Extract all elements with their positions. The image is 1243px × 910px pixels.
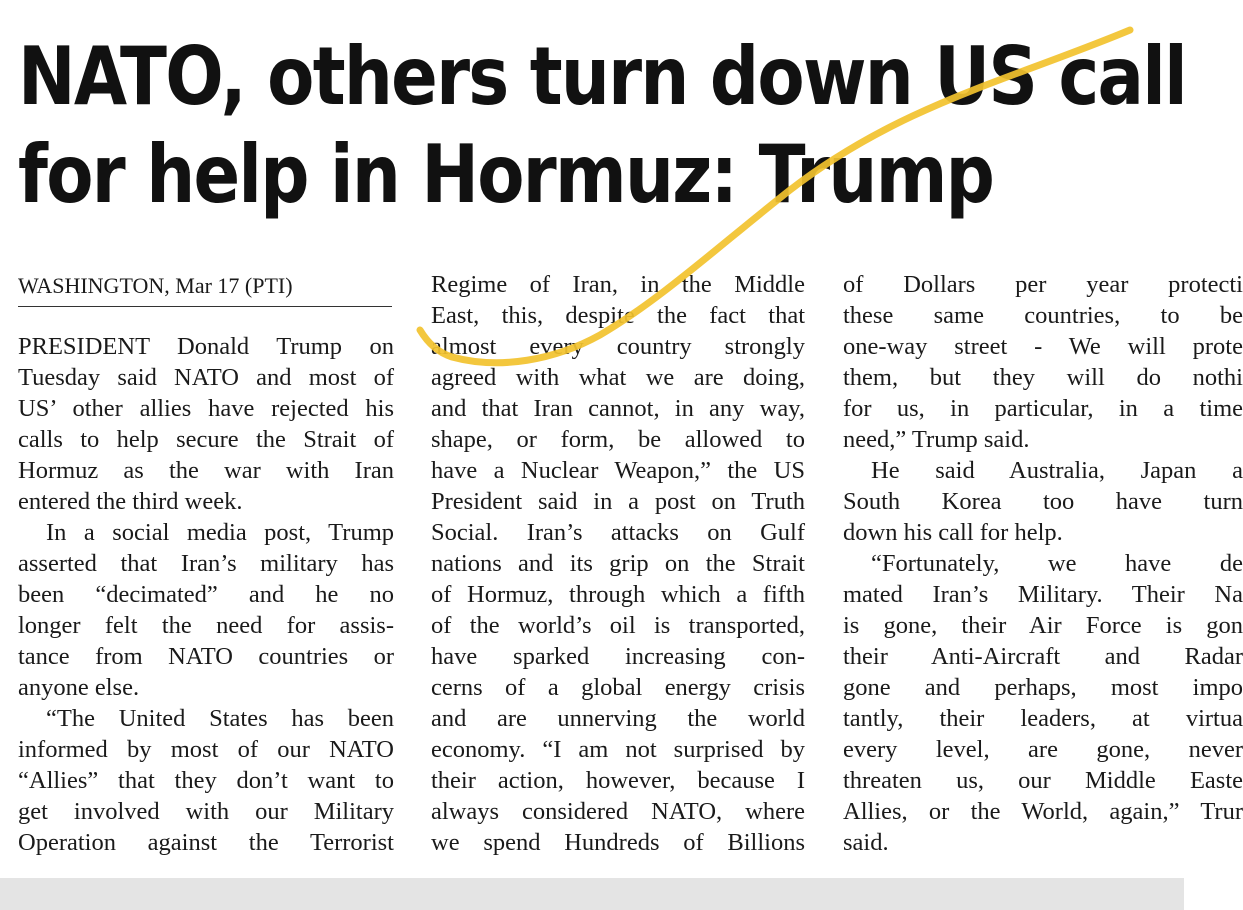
column3-line: one-way street - We will prote xyxy=(843,333,1243,360)
column1-line: calls to help secure the Strait of xyxy=(18,426,394,453)
column2-line: have sparked increasing con- xyxy=(431,643,805,670)
column2-line: always considered NATO, where xyxy=(431,798,805,825)
column1-line: Hormuz as the war with Iran xyxy=(18,457,394,484)
column3-line: need,” Trump said. xyxy=(843,426,1030,453)
column2-line: President said in a post on Truth xyxy=(431,488,805,515)
headline-line-2: for help in Hormuz: Trump xyxy=(18,128,994,221)
column2-line: their action, however, because I xyxy=(431,767,805,794)
column2-line: and are unnerving the world xyxy=(431,705,805,732)
column2-line: of the world’s oil is transported, xyxy=(431,612,805,639)
column1-line: been “decimated” and he no xyxy=(18,581,394,608)
column3-line: gone and perhaps, most impo xyxy=(843,674,1243,701)
column3-line: their Anti-Aircraft and Radar xyxy=(843,643,1243,670)
column2-line: economy. “I am not surprised by xyxy=(431,736,805,763)
column1-line: Tuesday said NATO and most of xyxy=(18,364,394,391)
column2-line: shape, or form, be allowed to xyxy=(431,426,805,453)
column1-line: informed by most of our NATO xyxy=(18,736,394,763)
article-column-1 xyxy=(18,331,394,858)
column2-line: have a Nuclear Weapon,” the US xyxy=(431,457,805,484)
column1-line: PRESIDENT Donald Trump on xyxy=(18,333,394,360)
article-column-3-cropped xyxy=(843,260,1243,870)
column2-line: Social. Iran’s attacks on Gulf xyxy=(431,519,805,546)
column3-line: mated Iran’s Military. Their Na xyxy=(843,581,1243,608)
column3-line: down his call for help. xyxy=(843,519,1063,546)
article-column-3 xyxy=(843,269,1243,858)
column2-line: almost every country strongly xyxy=(431,333,805,360)
column3-line: for us, in particular, in a time xyxy=(843,395,1243,422)
column2-line: and that Iran cannot, in any way, xyxy=(431,395,805,422)
column1-line: asserted that Iran’s military has xyxy=(18,550,394,577)
column2-line: cerns of a global energy crisis xyxy=(431,674,805,701)
article-column-2 xyxy=(431,269,805,858)
column3-line: these same countries, to be xyxy=(843,302,1243,329)
column3-line: said. xyxy=(843,829,889,856)
column2-line: agreed with what we are doing, xyxy=(431,364,805,391)
column1-line: entered the third week. xyxy=(18,488,243,515)
dateline: WASHINGTON, Mar 17 (PTI) xyxy=(18,272,392,307)
column3-line: of Dollars per year protecti xyxy=(843,271,1243,298)
column1-line: anyone else. xyxy=(18,674,140,701)
column2-line: Regime of Iran, in the Middle xyxy=(431,271,805,298)
column1-line: In a social media post, Trump xyxy=(46,519,394,546)
column3-line: He said Australia, Japan a xyxy=(871,457,1243,484)
column1-line: “The United States has been xyxy=(46,705,394,732)
screenshot-bottom-bar xyxy=(0,878,1184,910)
column1-line: “Allies” that they don’t want to xyxy=(18,767,394,794)
column1-line: US’ other allies have rejected his xyxy=(18,395,394,422)
column3-line: South Korea too have turn xyxy=(843,488,1243,515)
column3-line: tantly, their leaders, at virtua xyxy=(843,705,1243,732)
column2-line: East, this, despite the fact that xyxy=(431,302,805,329)
column1-line: longer felt the need for assis- xyxy=(18,612,394,639)
headline-line-1: NATO, others turn down US call xyxy=(18,30,1186,123)
column3-line: Allies, or the World, again,” Trur xyxy=(843,798,1243,825)
column3-line: them, but they will do nothi xyxy=(843,364,1243,391)
column3-line: every level, are gone, never xyxy=(843,736,1243,763)
article-headline xyxy=(18,28,1186,224)
column3-line: “Fortunately, we have de xyxy=(871,550,1243,577)
column1-line: Operation against the Terrorist xyxy=(18,829,394,856)
column3-line: is gone, their Air Force is gon xyxy=(843,612,1243,639)
column1-line: get involved with our Military xyxy=(18,798,394,825)
column3-line: threaten us, our Middle Easte xyxy=(843,767,1243,794)
column2-line: nations and its grip on the Strait xyxy=(431,550,805,577)
column1-line: tance from NATO countries or xyxy=(18,643,394,670)
column2-line: we spend Hundreds of Billions xyxy=(431,829,805,856)
column2-line: of Hormuz, through which a fifth xyxy=(431,581,805,608)
